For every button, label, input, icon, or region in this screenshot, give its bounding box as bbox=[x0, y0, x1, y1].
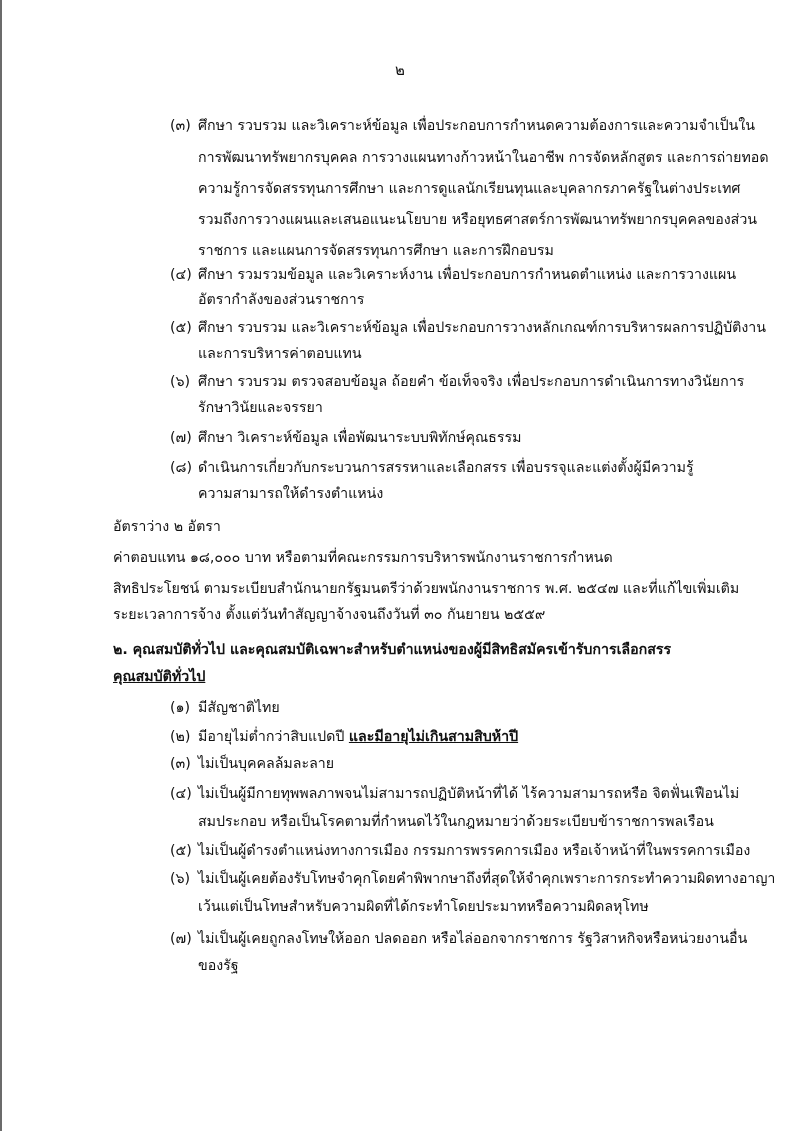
qualification-number: (๕) bbox=[170, 843, 192, 859]
duty-item-5-line-2: และการบริหารค่าตอบแทน bbox=[198, 346, 362, 362]
duty-number: (๖) bbox=[170, 374, 191, 390]
duty-text: ศึกษา รวมรวมข้อมูล และวิเคราะห์งาน เพื่อประกอบการกำหนดตำแหน่ง และการวางแผน bbox=[198, 267, 737, 283]
section-2-heading: ๒. คุณสมบัติทั่วไป และคุณสมบัติเฉพาะสำหรับตำแหน่งของผู้มีสิทธิสมัครเข้ารับการเลือกสรร bbox=[113, 642, 672, 658]
qualification-number: (๑) bbox=[170, 700, 191, 716]
duty-item-3-line-5: ราชการ และแผนการจัดสรรทุนการศึกษา และการฝึกอบรม bbox=[198, 243, 554, 259]
duty-text: ศึกษา รวบรวม และวิเคราะห์ข้อมูล เพื่อประกอบการกำหนดความต้องการและความจำเป็นใน bbox=[198, 118, 755, 134]
qualification-item-6-line-1 bbox=[170, 869, 775, 889]
duty-item-6-line-2: รักษาวินัยและจรรยา bbox=[198, 400, 323, 416]
qualification-item-1 bbox=[170, 698, 280, 718]
qualification-item-3 bbox=[170, 754, 334, 774]
qualification-text: มีอายุไม่ต่ำกว่าสิบแปดปี bbox=[198, 729, 349, 745]
qualification-item-4-line-2: สมประกอบ หรือเป็นโรคตามที่กำหนดไว้ในกฎหมายว่าด้วยระเบียบข้าราชการพลเรือน bbox=[198, 814, 714, 830]
duty-item-4-line-2: อัตรากำลังของส่วนราชการ bbox=[198, 292, 365, 308]
benefits-line: สิทธิประโยชน์ ตามระเบียบสำนักนายกรัฐมนตรีว่าด้วยพนักงานราชการ พ.ศ. ๒๕๔๗ และที่แก้ไขเพิ่มเติม bbox=[113, 581, 740, 597]
qualification-number: (๗) bbox=[170, 931, 192, 947]
duty-item-3-line-1 bbox=[170, 116, 755, 136]
duty-item-3-line-4: รวมถึงการวางแผนและเสนอแนะนโยบาย หรือยุทธศาสตร์การพัฒนาทรัพยากรบุคคลของส่วน bbox=[198, 212, 757, 228]
qualification-item-5 bbox=[170, 841, 750, 861]
duty-item-7-line-1 bbox=[170, 428, 521, 448]
qualification-item-6-line-2: เว้นแต่เป็นโทษสำหรับความผิดที่ได้กระทำโดยประมาทหรือความผิดลหุโทษ bbox=[198, 899, 649, 915]
qualification-item-7-line-1 bbox=[170, 929, 747, 949]
duty-item-5-line-1 bbox=[170, 318, 766, 338]
duty-number: (๕) bbox=[170, 320, 192, 336]
age-limit-emphasis: และมีอายุไม่เกินสามสิบห้าปี bbox=[348, 729, 519, 745]
duty-item-6-line-1 bbox=[170, 372, 744, 392]
qualification-number: (๖) bbox=[170, 871, 191, 887]
qualification-item-7-line-2: ของรัฐ bbox=[198, 958, 239, 974]
duty-item-3-line-2: การพัฒนาทรัพยากรบุคคล การวางแผนทางก้าวหน้าในอาชีพ การจัดหลักสูตร และการถ่ายทอด bbox=[198, 150, 769, 166]
duty-number: (๓) bbox=[170, 118, 191, 134]
duty-number: (๘) bbox=[170, 460, 193, 476]
vacancy-line: อัตราว่าง ๒ อัตรา bbox=[113, 519, 221, 535]
qualification-text: ไม่เป็นบุคคลล้มละลาย bbox=[198, 756, 335, 772]
qualification-text: มีสัญชาติไทย bbox=[198, 700, 280, 716]
qualification-item-4-line-1 bbox=[170, 784, 739, 804]
qualification-text: ไม่เป็นผู้เคยถูกลงโทษให้ออก ปลดออก หรือไล่ออกจากราชการ รัฐวิสาหกิจหรือหน่วยงานอื่น bbox=[198, 931, 748, 947]
qualification-item-2 bbox=[170, 727, 518, 747]
qualification-text: ไม่เป็นผู้ดำรงตำแหน่งทางการเมือง กรรมการพรรคการเมือง หรือเจ้าหน้าที่ในพรรคการเมือง bbox=[198, 843, 751, 859]
qualification-number: (๒) bbox=[170, 729, 191, 745]
general-qualifications-heading: คุณสมบัติทั่วไป bbox=[113, 669, 206, 685]
scan-edge bbox=[0, 0, 2, 1131]
qualification-text: ไม่เป็นผู้มีกายทุพพลภาพจนไม่สามารถปฏิบัติหน้าที่ได้ ไร้ความสามารถหรือ จิตฟั่นเฟือนไม่ bbox=[198, 786, 740, 802]
duty-number: (๔) bbox=[170, 267, 192, 283]
duty-number: (๗) bbox=[170, 430, 192, 446]
duty-item-3-line-3: ความรู้การจัดสรรทุนการศึกษา และการดูแลนักเรียนทุนและบุคลากรภาครัฐในต่างประเทศ bbox=[198, 181, 741, 197]
employment-period-line: ระยะเวลาการจ้าง ตั้งแต่วันทำสัญญาจ้างจนถึงวันที่ ๓๐ กันยายน ๒๕๕๙ bbox=[113, 607, 546, 623]
duty-item-8-line-1 bbox=[170, 458, 694, 478]
page-number: ๒ bbox=[395, 61, 405, 79]
duty-text: ศึกษา รวบรวม ตรวจสอบข้อมูล ถ้อยคำ ข้อเท็จจริง เพื่อประกอบการดำเนินการทางวินัยการ bbox=[198, 374, 745, 390]
qualification-number: (๔) bbox=[170, 786, 192, 802]
qualification-number: (๓) bbox=[170, 756, 191, 772]
duty-text: ศึกษา วิเคราะห์ข้อมูล เพื่อพัฒนาระบบพิทักษ์คุณธรรม bbox=[198, 430, 522, 446]
duty-text: ศึกษา รวบรวม และวิเคราะห์ข้อมูล เพื่อประกอบการวางหลักเกณฑ์การบริหารผลการปฏิบัติงาน bbox=[198, 320, 766, 336]
compensation-line: ค่าตอบแทน ๑๘,๐๐๐ บาท หรือตามที่คณะกรรมการบริหารพนักงานราชการกำหนด bbox=[113, 550, 613, 566]
duty-item-4-line-1 bbox=[170, 265, 736, 285]
duty-item-8-line-2: ความสามารถให้ดำรงตำแหน่ง bbox=[198, 486, 384, 502]
qualification-text: ไม่เป็นผู้เคยต้องรับโทษจำคุกโดยคำพิพากษาถึงที่สุดให้จำคุกเพราะการกระทำความผิดทางอาญา bbox=[198, 871, 776, 887]
duty-text: ดำเนินการเกี่ยวกับกระบวนการสรรหาและเลือกสรร เพื่อบรรจุและแต่งตั้งผู้มีความรู้ bbox=[198, 460, 694, 476]
